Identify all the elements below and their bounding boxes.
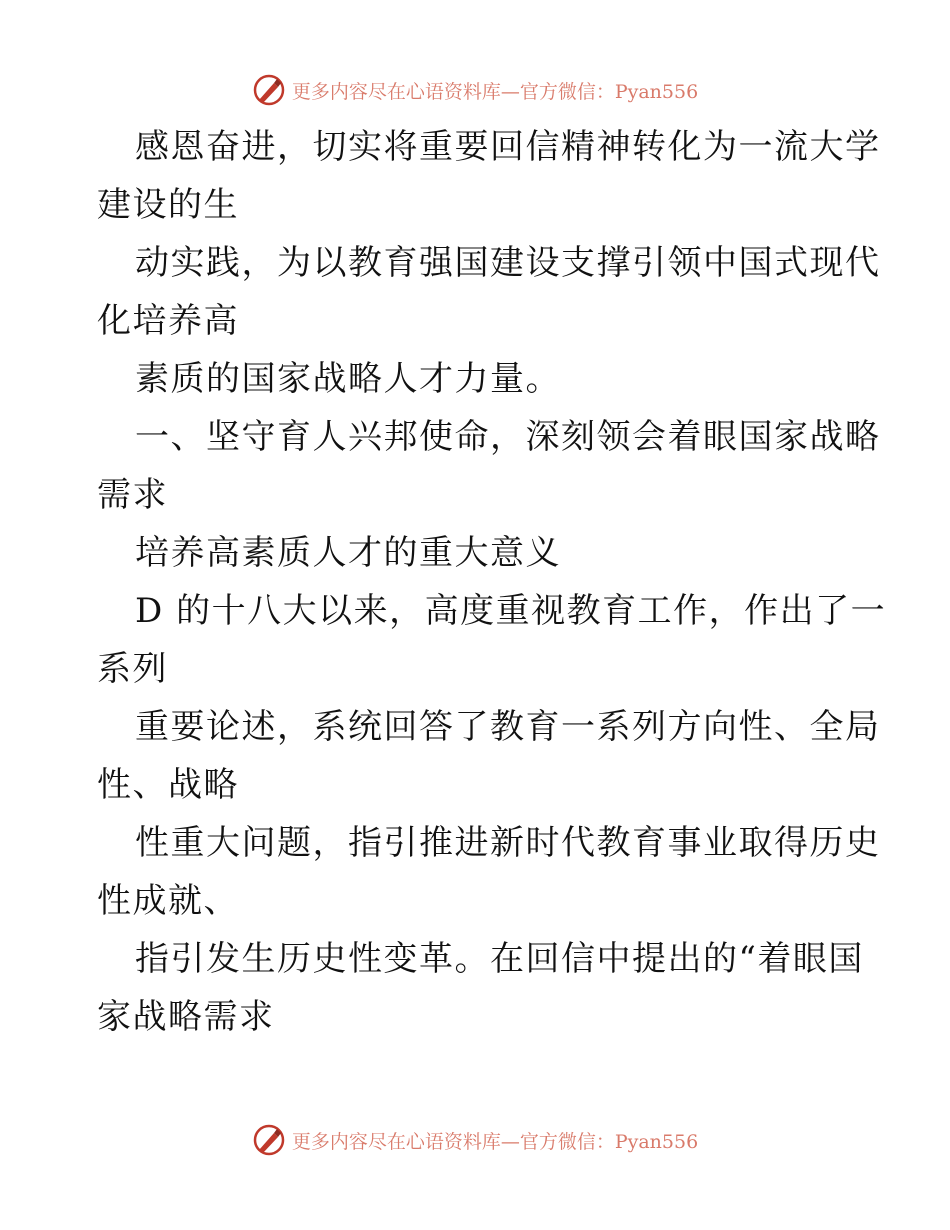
red-pen-logo-icon — [252, 73, 286, 107]
text-line: 性重大问题，指引推进新时代教育事业取得历史 — [135, 823, 881, 863]
text-line: 系列 — [97, 649, 168, 689]
section-heading-line: 一、坚守育人兴邦使命，深刻领会着眼国家战略 — [135, 417, 881, 457]
footer-banner — [0, 1120, 950, 1160]
header-banner-text: 更多内容尽在心语资料库—官方微信：Pyan556 — [291, 80, 699, 103]
text-line: 性成就、 — [97, 881, 239, 921]
text-line: 性、战略 — [97, 765, 239, 805]
red-pen-logo-icon — [252, 1123, 286, 1157]
section-heading-line: 需求 — [97, 475, 168, 515]
text-line: 家战略需求 — [97, 997, 275, 1037]
text-line: 素质的国家战略人才力量。 — [135, 359, 561, 399]
header-banner — [0, 70, 950, 110]
text-line: 感恩奋进，切实将重要回信精神转化为一流大学 — [135, 127, 881, 167]
text-line: 化培养高 — [97, 301, 239, 341]
text-line: 动实践，为以教育强国建设支撑引领中国式现代 — [135, 243, 881, 283]
text-line: 指引发生历史性变革。在回信中提出的“着眼国 — [135, 939, 864, 979]
section-heading-line: 培养高素质人才的重大意义 — [135, 533, 561, 573]
document-body — [97, 118, 887, 1046]
text-line: 重要论述，系统回答了教育一系列方向性、全局 — [135, 707, 881, 747]
footer-banner-text: 更多内容尽在心语资料库—官方微信：Pyan556 — [291, 1130, 699, 1153]
text-line: D 的十八大以来，高度重视教育工作，作出了一 — [135, 591, 887, 631]
text-line: 建设的生 — [97, 185, 239, 225]
